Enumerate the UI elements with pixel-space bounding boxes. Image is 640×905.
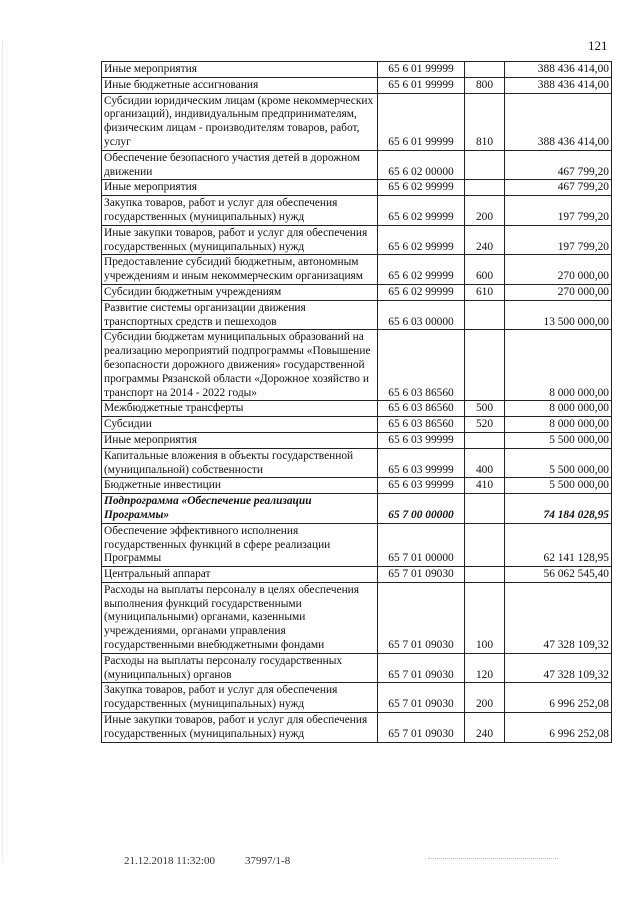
row-name-cell: Иные мероприятия [102, 62, 378, 78]
row-sum-cell: 467 799,20 [505, 180, 612, 196]
row-vr-cell [465, 300, 505, 330]
budget-table [101, 61, 612, 743]
row-name-cell: Субсидии [102, 417, 378, 433]
row-vr-cell: 120 [465, 653, 505, 683]
row-sum-cell: 5 500 000,00 [505, 448, 612, 478]
row-code-cell: 65 7 01 09030 [378, 683, 465, 713]
row-name-cell: Предоставление субсидий бюджетным, автономным учреждениям и иным некоммерческим организациям [102, 255, 378, 285]
table-row [102, 683, 612, 713]
row-name-cell: Центральный аппарат [102, 567, 378, 583]
row-code-cell: 65 6 01 99999 [378, 93, 465, 150]
row-name-cell: Подпрограмма «Обеспечение реализации Программы» [102, 494, 378, 524]
row-sum-cell: 56 062 545,40 [505, 567, 612, 583]
row-vr-cell [465, 150, 505, 180]
row-sum-cell: 467 799,20 [505, 150, 612, 180]
row-vr-cell [465, 180, 505, 196]
row-code-cell: 65 6 03 99999 [378, 478, 465, 494]
row-code-cell: 65 7 01 09030 [378, 713, 465, 743]
row-code-cell: 65 6 02 99999 [378, 225, 465, 255]
table-row [102, 432, 612, 448]
row-sum-cell: 8 000 000,00 [505, 401, 612, 417]
row-name-cell: Субсидии бюджетам муниципальных образований на реализацию мероприятий подпрограммы «Повышение безопасности дорожного движения» государственной программы Рязанской области «Дорожное хозяйство и транспорт на 2014 - 2022 годы» [102, 330, 378, 401]
row-sum-cell: 197 799,20 [505, 196, 612, 226]
row-vr-cell: 200 [465, 683, 505, 713]
table-row [102, 284, 612, 300]
table-row [102, 523, 612, 566]
page-number: 121 [588, 38, 608, 53]
row-sum-cell: 13 500 000,00 [505, 300, 612, 330]
row-code-cell: 65 7 01 09030 [378, 567, 465, 583]
row-code-cell: 65 6 03 99999 [378, 448, 465, 478]
row-sum-cell: 197 799,20 [505, 225, 612, 255]
row-sum-cell: 5 500 000,00 [505, 478, 612, 494]
row-sum-cell: 388 436 414,00 [505, 77, 612, 93]
row-vr-cell: 240 [465, 225, 505, 255]
row-code-cell: 65 6 02 99999 [378, 180, 465, 196]
row-name-cell: Иные мероприятия [102, 432, 378, 448]
row-name-cell: Иные бюджетные ассигнования [102, 77, 378, 93]
table-row [102, 401, 612, 417]
row-vr-cell: 500 [465, 401, 505, 417]
row-sum-cell: 74 184 028,95 [505, 494, 612, 524]
table-row [102, 417, 612, 433]
table-row [102, 653, 612, 683]
row-vr-cell: 600 [465, 255, 505, 285]
table-row [102, 77, 612, 93]
row-sum-cell: 388 436 414,00 [505, 93, 612, 150]
footer [124, 855, 290, 867]
row-code-cell: 65 6 01 99999 [378, 62, 465, 78]
row-vr-cell: 410 [465, 478, 505, 494]
row-name-cell: Расходы на выплаты персоналу государственных (муниципальных) органов [102, 653, 378, 683]
scan-edge-mark [2, 40, 4, 860]
row-name-cell: Субсидии юридическим лицам (кроме некоммерческих организаций), индивидуальным предпринимателям, физическим лицам - производителям товаров, работ, услуг [102, 93, 378, 150]
table-row [102, 93, 612, 150]
table-row [102, 62, 612, 78]
row-vr-cell: 810 [465, 93, 505, 150]
table-row [102, 255, 612, 285]
table-row [102, 478, 612, 494]
row-code-cell: 65 6 02 99999 [378, 196, 465, 226]
row-vr-cell: 610 [465, 284, 505, 300]
table-row [102, 150, 612, 180]
row-name-cell: Закупка товаров, работ и услуг для обеспечения государственных (муниципальных) нужд [102, 196, 378, 226]
row-name-cell: Межбюджетные трансферты [102, 401, 378, 417]
row-name-cell: Обеспечение эффективного исполнения государственных функций в сфере реализации Программы [102, 523, 378, 566]
table-row [102, 448, 612, 478]
table-row [102, 300, 612, 330]
row-sum-cell: 47 328 109,32 [505, 653, 612, 683]
row-code-cell: 65 6 03 86560 [378, 330, 465, 401]
row-sum-cell: 6 996 252,08 [505, 683, 612, 713]
row-code-cell: 65 6 03 00000 [378, 300, 465, 330]
row-code-cell: 65 7 01 09030 [378, 582, 465, 653]
row-code-cell: 65 7 01 00000 [378, 523, 465, 566]
row-vr-cell [465, 523, 505, 566]
row-name-cell: Обеспечение безопасного участия детей в дорожном движении [102, 150, 378, 180]
row-sum-cell: 270 000,00 [505, 284, 612, 300]
row-vr-cell [465, 62, 505, 78]
row-vr-cell [465, 432, 505, 448]
row-vr-cell [465, 567, 505, 583]
row-sum-cell: 270 000,00 [505, 255, 612, 285]
row-code-cell: 65 6 03 86560 [378, 417, 465, 433]
row-name-cell: Расходы на выплаты персоналу в целях обеспечения выполнения функций государственными (муниципальными) органами, казенными учреждениями, органами управления государственными внебюджетными фондами [102, 582, 378, 653]
row-vr-cell: 200 [465, 196, 505, 226]
row-name-cell: Бюджетные инвестиции [102, 478, 378, 494]
scan-mark [428, 858, 558, 860]
row-sum-cell: 388 436 414,00 [505, 62, 612, 78]
row-code-cell: 65 6 03 86560 [378, 401, 465, 417]
table-row [102, 225, 612, 255]
row-vr-cell [465, 330, 505, 401]
row-sum-cell: 5 500 000,00 [505, 432, 612, 448]
row-sum-cell: 62 141 128,95 [505, 523, 612, 566]
row-name-cell: Закупка товаров, работ и услуг для обеспечения государственных (муниципальных) нужд [102, 683, 378, 713]
row-vr-cell: 800 [465, 77, 505, 93]
table-row [102, 196, 612, 226]
row-vr-cell: 240 [465, 713, 505, 743]
row-name-cell: Капитальные вложения в объекты государственной (муниципальной) собственности [102, 448, 378, 478]
table-row [102, 567, 612, 583]
row-name-cell: Иные мероприятия [102, 180, 378, 196]
footer-timestamp: 21.12.2018 11:32:00 [124, 855, 215, 867]
row-code-cell: 65 6 03 99999 [378, 432, 465, 448]
row-vr-cell [465, 494, 505, 524]
row-code-cell: 65 6 02 99999 [378, 284, 465, 300]
row-sum-cell: 8 000 000,00 [505, 417, 612, 433]
table-row [102, 180, 612, 196]
table-row [102, 494, 612, 524]
table-row [102, 713, 612, 743]
row-code-cell: 65 6 02 00000 [378, 150, 465, 180]
row-code-cell: 65 6 01 99999 [378, 77, 465, 93]
table-row [102, 330, 612, 401]
row-sum-cell: 8 000 000,00 [505, 330, 612, 401]
table-row [102, 582, 612, 653]
row-sum-cell: 47 328 109,32 [505, 582, 612, 653]
row-code-cell: 65 6 02 99999 [378, 255, 465, 285]
row-name-cell: Развитие системы организации движения транспортных средств и пешеходов [102, 300, 378, 330]
row-vr-cell: 100 [465, 582, 505, 653]
row-name-cell: Иные закупки товаров, работ и услуг для обеспечения государственных (муниципальных) нужд [102, 225, 378, 255]
row-vr-cell: 400 [465, 448, 505, 478]
row-sum-cell: 6 996 252,08 [505, 713, 612, 743]
row-vr-cell: 520 [465, 417, 505, 433]
row-name-cell: Иные закупки товаров, работ и услуг для обеспечения государственных (муниципальных) нужд [102, 713, 378, 743]
row-code-cell: 65 7 01 09030 [378, 653, 465, 683]
row-code-cell: 65 7 00 00000 [378, 494, 465, 524]
footer-doc-id: 37997/1-8 [244, 855, 291, 867]
row-name-cell: Субсидии бюджетным учреждениям [102, 284, 378, 300]
